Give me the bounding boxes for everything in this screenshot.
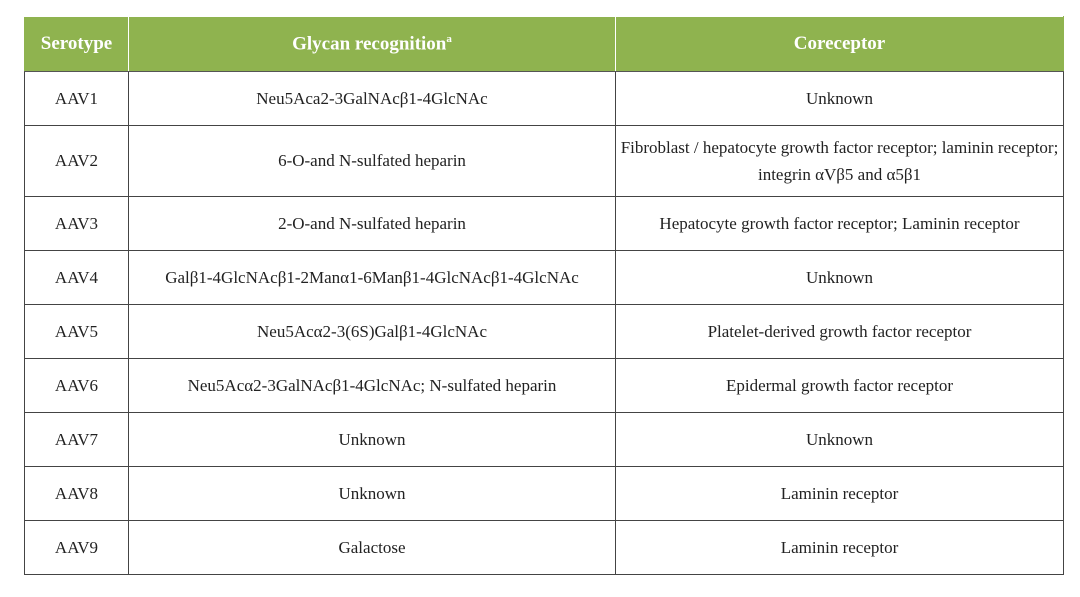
- cell-glycan: Unknown: [129, 467, 616, 521]
- cell-glycan: Galactose: [129, 521, 616, 575]
- cell-coreceptor: Laminin receptor: [616, 467, 1064, 521]
- cell-serotype: AAV6: [25, 359, 129, 413]
- cell-coreceptor: Unknown: [616, 72, 1064, 126]
- header-coreceptor: [616, 17, 1064, 72]
- cell-coreceptor: Unknown: [616, 413, 1064, 467]
- cell-glycan: Neu5Acα2-3(6S)Galβ1-4GlcNAc: [129, 305, 616, 359]
- cell-glycan: Galβ1-4GlcNAcβ1-2Manα1-6Manβ1-4GlcNAcβ1-4GlcNAc: [129, 251, 616, 305]
- header-serotype-label: Serotype: [40, 33, 113, 54]
- cell-glycan: 2-O-and N-sulfated heparin: [129, 197, 616, 251]
- cell-coreceptor: Epidermal growth factor receptor: [616, 359, 1064, 413]
- cell-serotype: AAV5: [25, 305, 129, 359]
- cell-serotype: AAV3: [25, 197, 129, 251]
- serotype-table: [24, 16, 1064, 575]
- cell-serotype: AAV7: [25, 413, 129, 467]
- header-glycan-label: Glycan recognition: [292, 33, 447, 55]
- cell-serotype: AAV9: [25, 521, 129, 575]
- cell-coreceptor: Hepatocyte growth factor receptor; Laminin receptor: [616, 197, 1064, 251]
- table-row: [25, 251, 1064, 305]
- cell-glycan: Neu5Aca2-3GalNAcβ1-4GlcNAc: [129, 72, 616, 126]
- table-row: [25, 521, 1064, 575]
- table-row: [25, 126, 1064, 197]
- table-body: [25, 72, 1064, 575]
- cell-coreceptor: Laminin receptor: [616, 521, 1064, 575]
- table-row: [25, 467, 1064, 521]
- header-coreceptor-label: Coreceptor: [793, 33, 886, 54]
- cell-serotype: AAV1: [25, 72, 129, 126]
- table-row: [25, 359, 1064, 413]
- table-row: [25, 305, 1064, 359]
- header-row: [25, 17, 1064, 72]
- table-header: [25, 17, 1064, 72]
- table-row: [25, 197, 1064, 251]
- serotype-table-container: [24, 16, 1063, 575]
- cell-serotype: AAV4: [25, 251, 129, 305]
- cell-coreceptor: Unknown: [616, 251, 1064, 305]
- cell-coreceptor: Platelet-derived growth factor receptor: [616, 305, 1064, 359]
- cell-glycan: Unknown: [129, 413, 616, 467]
- header-serotype: [25, 17, 129, 72]
- cell-glycan: Neu5Acα2-3GalNAcβ1-4GlcNAc; N-sulfated heparin: [129, 359, 616, 413]
- header-glycan-footnote-mark: a: [446, 32, 452, 45]
- cell-serotype: AAV2: [25, 126, 129, 197]
- cell-serotype: AAV8: [25, 467, 129, 521]
- table-row: [25, 72, 1064, 126]
- table-row: [25, 413, 1064, 467]
- cell-coreceptor: Fibroblast / hepatocyte growth factor receptor; laminin receptor; integrin αVβ5 and α5β1: [616, 126, 1064, 197]
- cell-glycan: 6-O-and N-sulfated heparin: [129, 126, 616, 197]
- header-glycan-recognition: [129, 17, 616, 72]
